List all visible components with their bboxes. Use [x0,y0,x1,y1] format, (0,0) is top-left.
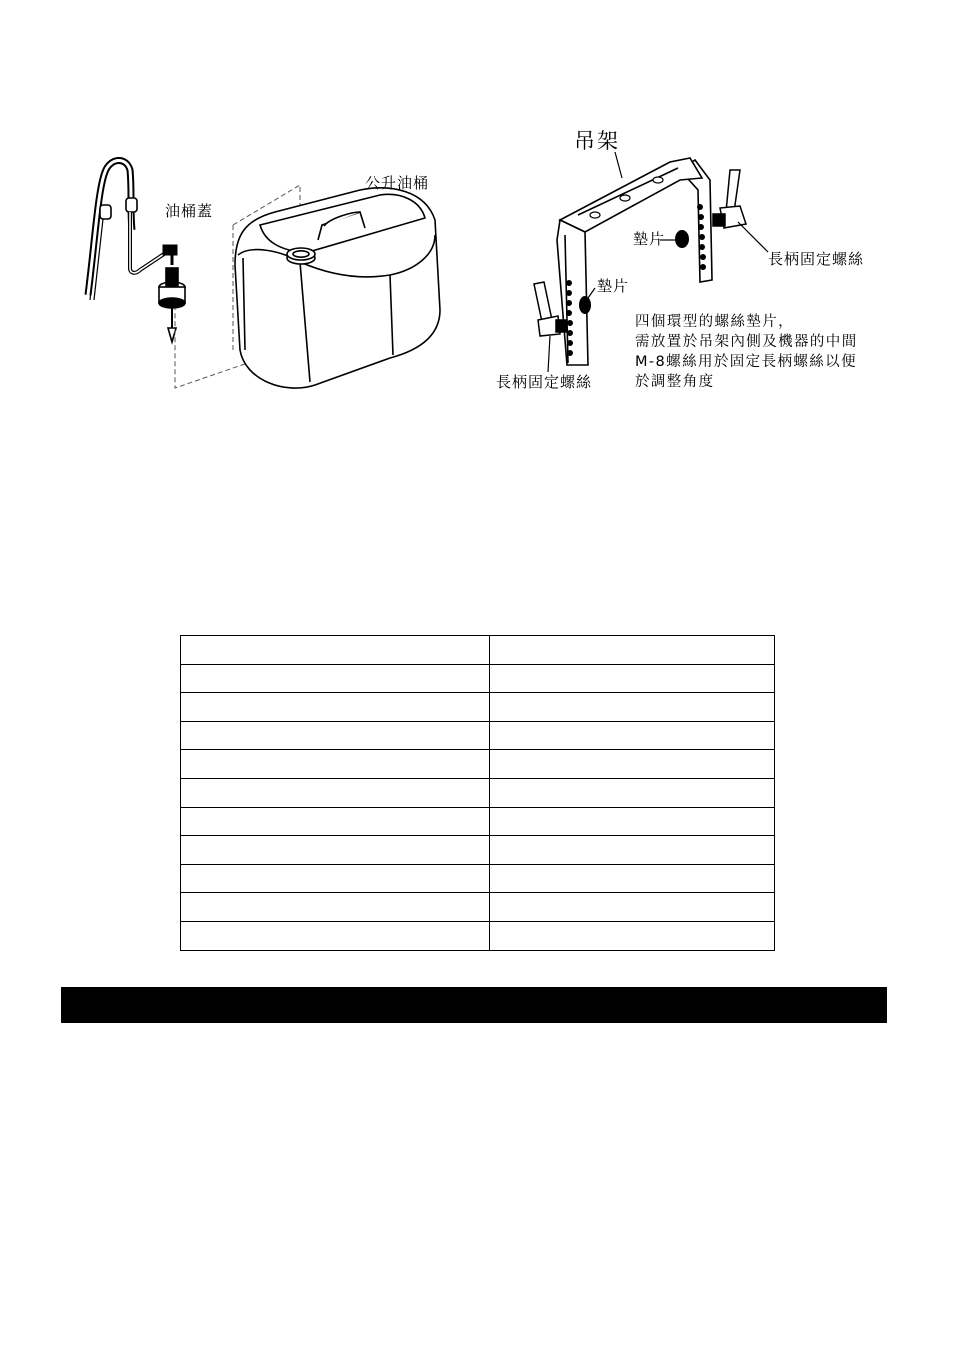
screw-label-left: 長柄固定螺絲 [496,373,593,391]
note-line: 需放置於吊架內側及機器的中間 [635,334,858,350]
table-row [181,750,775,779]
note-line: 於調整角度 [635,374,715,390]
washer-lower-drawing [579,296,591,314]
table-cell [181,864,490,893]
table-cell [490,921,775,950]
tank-cap-drawing [159,268,185,342]
table-cell [181,664,490,693]
table-cell [490,636,775,665]
note-line: M-8螺絲用於固定長柄螺絲以便 [635,354,857,370]
screw-label-right: 長柄固定螺絲 [768,250,865,268]
table-row [181,864,775,893]
section-header-bar [61,987,887,1023]
table-cell [490,693,775,722]
table-row [181,693,775,722]
table-cell [490,893,775,922]
oil-hose-drawing [88,160,177,300]
table-cell [181,636,490,665]
oil-tank-label: 公升油桶 [365,174,430,192]
spec-table [180,635,775,951]
table-cell [490,836,775,865]
table-row [181,836,775,865]
table-row [181,893,775,922]
tank-cap-label: 油桶蓋 [165,202,214,220]
table-cell [181,836,490,865]
table-cell [490,750,775,779]
table-cell [181,721,490,750]
oil-tank-drawing [235,188,440,388]
table-row [181,721,775,750]
table-cell [490,721,775,750]
table-cell [490,864,775,893]
table-cell [490,778,775,807]
table-row [181,807,775,836]
table-cell [181,807,490,836]
table-row [181,664,775,693]
note-line: 四個環型的螺絲墊片， [635,314,794,330]
washer-label-lower: 墊片 [597,277,630,295]
table-cell [181,750,490,779]
screw-right-drawing [713,170,746,228]
washer-installation-note [635,312,858,392]
table-cell [490,664,775,693]
table-cell [490,807,775,836]
table-cell [181,921,490,950]
table-cell [181,778,490,807]
table-row [181,636,775,665]
bracket-label: 吊架 [574,129,620,153]
washer-label-upper: 墊片 [633,230,666,248]
table-row [181,921,775,950]
table-cell [181,893,490,922]
washer-upper-drawing [675,230,689,248]
table-cell [181,693,490,722]
table-row [181,778,775,807]
